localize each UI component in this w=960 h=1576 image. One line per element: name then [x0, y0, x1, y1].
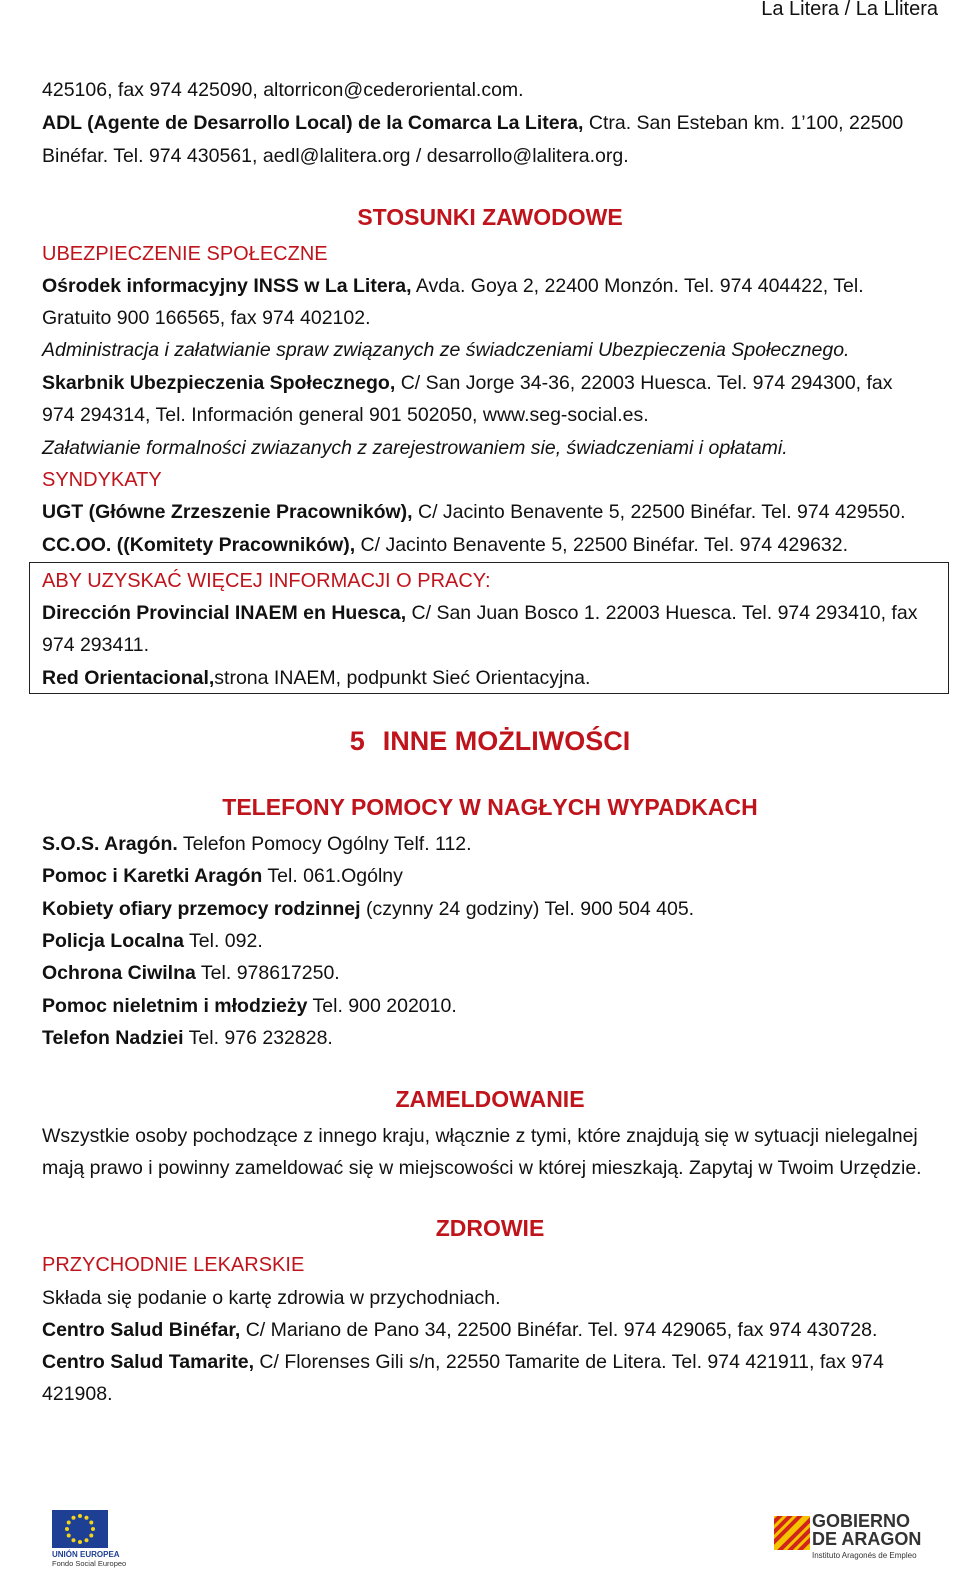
- chapter-title: INNE MOŻLIWOŚCI: [382, 726, 631, 756]
- section-title-health: ZDROWIE: [435, 1215, 545, 1241]
- inaem-line-2: 974 293411.: [42, 634, 149, 656]
- chapter-heading: [0, 726, 960, 757]
- subtitle-social-security: UBEZPIECZENIE SPOŁECZNE: [42, 243, 328, 265]
- inaem-name: Dirección Provincial INAEM en Huesca,: [42, 602, 407, 624]
- emergency-item: Ochrona Ciwilna Tel. 978617250.: [42, 962, 340, 984]
- emergency-item: S.O.S. Aragón. Telefon Pomocy Ogólny Telf. 112.: [42, 833, 472, 855]
- intro-line-2: [42, 107, 903, 139]
- aragon-logo-text-3: Instituto Aragonés de Empleo: [812, 1551, 917, 1560]
- intro-line-1: 425106, fax 974 425090, altorricon@cederoriental.com.: [42, 79, 524, 101]
- inaem-address: C/ San Juan Bosco 1. 22003 Huesca. Tel. 974 293410, fax: [406, 602, 918, 624]
- chapter-number: 5: [349, 726, 365, 756]
- inss-address: Avda. Goya 2, 22400 Monzón. Tel. 974 404422, Tel.: [411, 275, 864, 297]
- section-title-work: STOSUNKI ZAWODOWE: [357, 204, 623, 230]
- box-title: ABY UZYSKAĆ WIĘCEJ INFORMACJI O PRACY:: [42, 570, 491, 592]
- tgss-line-1: [42, 367, 893, 399]
- aragon-logo-text-2: DE ARAGON: [812, 1529, 922, 1549]
- adl-name: ADL (Agente de Desarrollo Local) de la Comarca La Litera,: [42, 112, 584, 134]
- clinic-tamarite-address: C/ Florenses Gili s/n, 22550 Tamarite de Litera. Tel. 974 421911, fax 974: [254, 1351, 884, 1373]
- ccoo-address: C/ Jacinto Benavente 5, 22500 Binéfar. Tel. 974 429632.: [355, 534, 849, 556]
- tgss-address: C/ San Jorge 34-36, 22003 Huesca. Tel. 974 294300, fax: [395, 372, 893, 394]
- ugt-name: UGT (Główne Zrzeszenie Pracowników),: [42, 501, 413, 523]
- tgss-line-2: 974 294314, Tel. Información general 901 502050, www.seg-social.es.: [42, 404, 649, 426]
- inss-line-2: Gratuito 900 166565, fax 974 402102.: [42, 307, 371, 329]
- tgss-description: Załatwianie formalności zwiazanych z zarejestrowaniem sie, świadczeniami i opłatami.: [42, 437, 788, 459]
- emergency-item: Telefon Nadziei Tel. 976 232828.: [42, 1027, 333, 1049]
- emergency-item: Pomoc nieletnim i młodzieży Tel. 900 202010.: [42, 995, 457, 1017]
- subtitle-unions: SYNDYKATY: [42, 469, 162, 491]
- clinic-tamarite-line-2: 421908.: [42, 1383, 113, 1405]
- emergency-item: Pomoc i Karetki Aragón Tel. 061.Ogólny: [42, 865, 403, 887]
- clinic-binefar-name: Centro Salud Binéfar,: [42, 1319, 241, 1341]
- ugt-line: [42, 496, 906, 528]
- red-orientacional-desc: strona INAEM, podpunkt Sieć Orientacyjna.: [214, 667, 591, 689]
- ccoo-line: [42, 529, 848, 561]
- page-header: La Litera / La Llitera: [761, 0, 938, 20]
- section-title-registration: ZAMELDOWANIE: [395, 1086, 585, 1112]
- red-orientacional-line: [42, 662, 590, 694]
- inaem-line-1: [42, 597, 917, 629]
- subtitle-clinics: PRZYCHODNIE LEKARSKIE: [42, 1254, 305, 1276]
- aragon-logo: [772, 1510, 942, 1566]
- eu-logo-text-1: UNIÓN EUROPEA: [52, 1550, 120, 1559]
- clinic-tamarite-line: [42, 1346, 884, 1378]
- eu-logo-text-2: Fondo Social Europeo: [52, 1559, 127, 1568]
- health-line-1: Składa się podanie o kartę zdrowia w przychodniach.: [42, 1287, 501, 1309]
- aragon-logo-text-1: GOBIERNO: [812, 1511, 911, 1531]
- emergency-item: Kobiety ofiary przemocy rodzinnej (czynny 24 godziny) Tel. 900 504 405.: [42, 898, 695, 920]
- ccoo-name: CC.OO. ((Komitety Pracowników),: [42, 534, 356, 556]
- red-orientacional-name: Red Orientacional,: [42, 667, 215, 689]
- emergency-item: Policja Localna Tel. 092.: [42, 930, 263, 952]
- tgss-name: Skarbnik Ubezpieczenia Społecznego,: [42, 372, 396, 394]
- inss-line-1: [42, 270, 864, 302]
- registration-line-2: mają prawo i powinny zameldować się w miejscowości w której mieszkają. Zapytaj w Twoim Urzędzie.: [42, 1157, 922, 1179]
- clinic-binefar-line: [42, 1314, 877, 1346]
- inss-description: Administracja i załatwianie spraw związanych ze świadczeniami Ubezpieczenia Społecznego.: [42, 339, 850, 361]
- aragon-flag-icon: [774, 1516, 810, 1550]
- clinic-binefar-address: C/ Mariano de Pano 34, 22500 Binéfar. Tel. 974 429065, fax 974 430728.: [240, 1319, 878, 1341]
- adl-address: Ctra. San Esteban km. 1’100, 22500: [583, 112, 904, 134]
- section-title-emergency: TELEFONY POMOCY W NAGŁYCH WYPADKACH: [222, 794, 758, 820]
- intro-line-3: Binéfar. Tel. 974 430561, aedl@lalitera.org / desarrollo@lalitera.org.: [42, 145, 629, 167]
- ugt-address: C/ Jacinto Benavente 5, 22500 Binéfar. Tel. 974 429550.: [412, 501, 906, 523]
- eu-logo: [50, 1508, 140, 1568]
- clinic-tamarite-name: Centro Salud Tamarite,: [42, 1351, 255, 1373]
- registration-line-1: Wszystkie osoby pochodzące z innego kraju, włącznie z tymi, które znajdują się w sytuacji nielegalnej: [42, 1125, 918, 1147]
- inss-name: Ośrodek informacyjny INSS w La Litera,: [42, 275, 412, 297]
